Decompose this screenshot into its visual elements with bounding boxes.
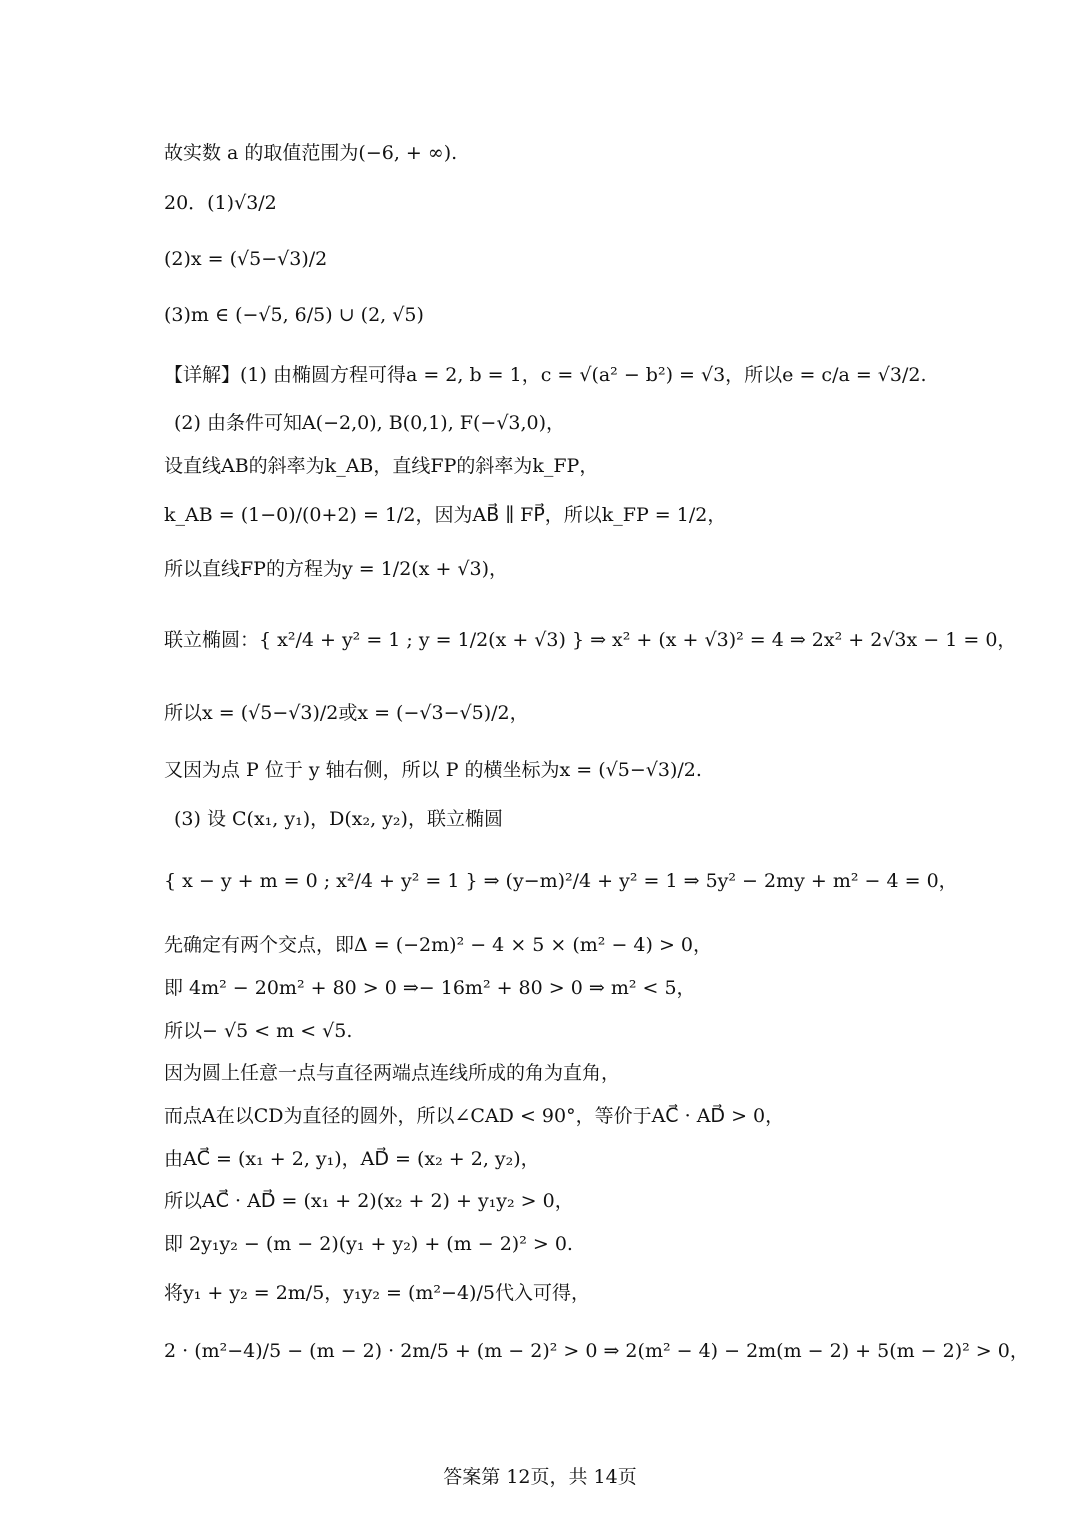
text-line: 故实数 a 的取值范围为(−6, + ∞). (164, 142, 458, 164)
text-line: 所以x = (√5−√3)/2或x = (−√3−√5)/2， (164, 702, 529, 724)
text-line: 设直线AB的斜率为k_AB，直线FP的斜率为k_FP， (164, 455, 599, 477)
text-line: 2 · (m²−4)/5 − (m − 2) · 2m/5 + (m − 2)² > 0 ⇒ 2(m² − 4) − 2m(m − 2) + 5(m − 2)² > 0， (164, 1340, 1029, 1362)
text-line: k_AB = (1−0)/(0+2) = 1/2，因为AB⃗ ∥ FP⃗，所以k_FP = 1/2， (164, 504, 727, 526)
text-line: { x − y + m = 0 ; x²/4 + y² = 1 } ⇒ (y−m)²/4 + y² = 1 ⇒ 5y² − 2my + m² − 4 = 0， (164, 870, 958, 892)
text-line: 所以直线FP的方程为y = 1/2(x + √3)， (164, 558, 509, 580)
text-line: (3)m ∈ (−√5, 6/5) ∪ (2, √5) (164, 304, 424, 326)
text-line: 先确定有两个交点，即Δ = (−2m)² − 4 × 5 × (m² − 4) > 0， (164, 934, 712, 956)
text-line: 而点A在以CD为直径的圆外，所以∠CAD < 90°，等价于AC⃗ · AD⃗ > 0， (164, 1105, 785, 1127)
text-line: 即 4m² − 20m² + 80 > 0 ⇒− 16m² + 80 > 0 ⇒ m² < 5， (164, 977, 696, 999)
text-line: 即 2y₁y₂ − (m − 2)(y₁ + y₂) + (m − 2)² > 0. (164, 1233, 573, 1255)
text-line: (2) 由条件可知A(−2,0), B(0,1), F(−√3,0)， (174, 412, 566, 434)
answer-heading: 20．(1)√3/2 (164, 192, 277, 214)
text-line: 将y₁ + y₂ = 2m/5，y₁y₂ = (m²−4)/5代入可得， (164, 1282, 590, 1304)
text-line: 因为圆上任意一点与直径两端点连线所成的角为直角， (164, 1062, 621, 1084)
text-line: (2)x = (√5−√3)/2 (164, 248, 328, 270)
text-line: 联立椭圆：{ x²/4 + y² = 1 ; y = 1/2(x + √3) } ⇒ x² + (x + √3)² = 4 ⇒ 2x² + 2√3x − 1 = 0， (164, 629, 1017, 651)
text-line: 所以AC⃗ · AD⃗ = (x₁ + 2)(x₂ + 2) + y₁y₂ > 0， (164, 1190, 574, 1212)
text-line: 所以− √5 < m < √5. (164, 1020, 353, 1042)
text-line: 【详解】(1) 由椭圆方程可得a = 2, b = 1，c = √(a² − b²) = √3，所以e = c/a = √3/2. (164, 364, 927, 386)
text-line: (3) 设 C(x₁, y₁)，D(x₂, y₂)，联立椭圆 (174, 808, 503, 830)
text-line: 又因为点 P 位于 y 轴右侧，所以 P 的横坐标为x = (√5−√3)/2. (164, 759, 702, 781)
page-footer: 答案第 12页，共 14页 (443, 1466, 637, 1488)
text-line: 由AC⃗ = (x₁ + 2, y₁)，AD⃗ = (x₂ + 2, y₂)， (164, 1148, 540, 1170)
